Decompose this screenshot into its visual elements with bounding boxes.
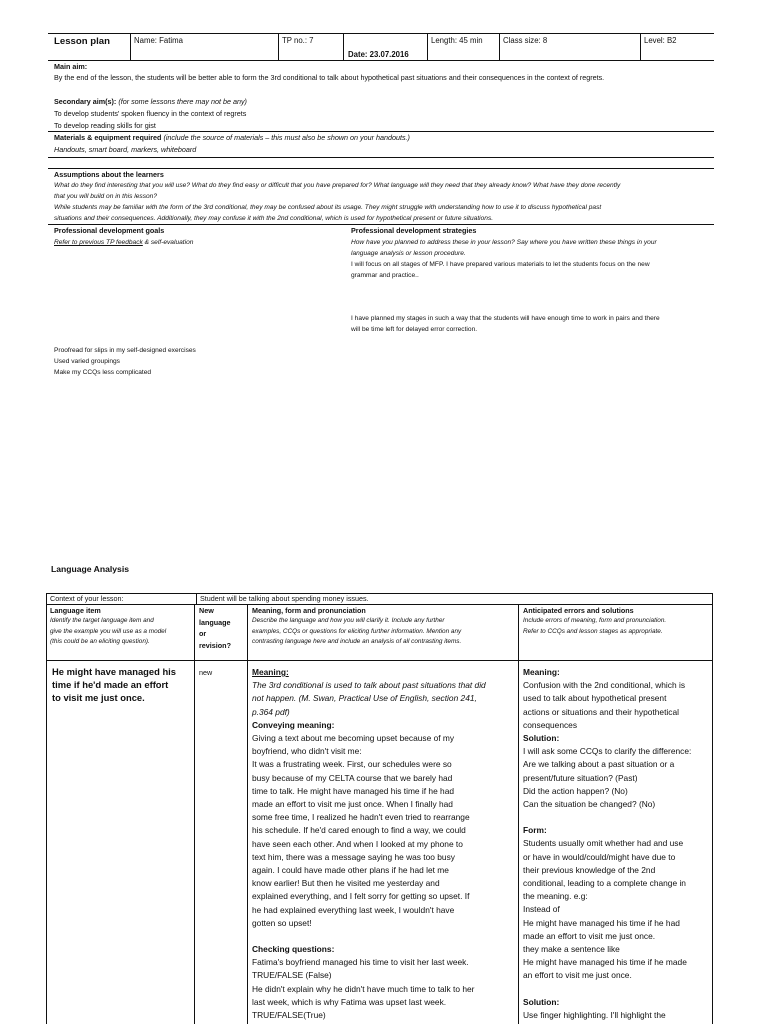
materials-text: Handouts, smart board, markers, whiteboard — [54, 145, 197, 154]
heading-line: language — [199, 617, 231, 627]
conveying-line: explained everything, and I felt sorry for getting so upset. If — [252, 891, 470, 902]
pd-strategies-line: I will focus on all stages of MFP. I have prepared various materials to let the students focus on the new — [351, 261, 650, 268]
heading-line: or — [199, 629, 207, 639]
errors-line: He might have managed his time if he had — [523, 917, 680, 928]
pd-strategies-line: I have planned my stages in such a way that the students will have enough time to work in pairs and there — [351, 315, 660, 322]
conveying-line: his schedule. If he'd cared enough to find a way, we could — [252, 825, 466, 836]
pd-strategies-heading: Professional development strategies — [351, 226, 477, 235]
rule — [343, 33, 344, 60]
conveying-line: time to talk. He might have managed his time if he had — [252, 785, 455, 796]
conveying-line: It was a frustrating week. First, our schedules were so — [252, 759, 452, 770]
rule — [518, 604, 519, 1024]
rule — [48, 60, 714, 61]
level-field: Level: B2 — [644, 36, 677, 45]
rule — [427, 33, 428, 60]
conveying-line: have seen each other. And when I looked at my phone to — [252, 838, 463, 849]
checking-line: last week, which is why Fatima was upset last week. — [252, 996, 447, 1007]
errors-line: made an effort to visit me just once. — [523, 930, 656, 941]
secondary-aim-item: To develop reading skills for gist — [54, 121, 156, 130]
errors-line: I will ask some CCQs to clarify the difference: — [523, 746, 692, 757]
pd-goal-item: Make my CCQs less complicated — [54, 369, 152, 376]
errors-solution-heading: Solution: — [523, 996, 560, 1007]
rule — [48, 33, 714, 34]
context-value: Student will be talking about spending money issues. — [200, 594, 369, 603]
errors-line: actions or situations and their hypothetical — [523, 706, 679, 717]
conveying-line: boyfriend, who didn't visit me: — [252, 746, 362, 757]
checking-line: TRUE/FALSE (False) — [252, 970, 332, 981]
materials-heading: Materials & equipment required — [54, 133, 162, 142]
materials-heading-row — [54, 132, 410, 143]
conveying-line: busy because of my CELTA course that we barely had — [252, 772, 453, 783]
errors-content — [523, 666, 709, 1022]
heading-line: revision? — [199, 640, 231, 650]
errors-solution-heading: Solution: — [523, 733, 560, 744]
errors-line: their previous knowledge of the 2nd — [523, 864, 656, 875]
context-label: Context of your lesson: — [50, 594, 124, 603]
mfp-content — [252, 666, 514, 1022]
rule — [48, 157, 714, 158]
new-or-revision-value: new — [199, 668, 213, 677]
errors-line: Use finger highlighting. I'll highlight the — [523, 1009, 666, 1020]
spacer — [523, 983, 709, 996]
example-line: time if he'd made an effort — [52, 679, 169, 690]
errors-note — [523, 616, 666, 637]
rule — [640, 33, 641, 60]
language-item-example — [52, 665, 176, 704]
class-size-field: Class size: 8 — [503, 36, 548, 45]
pd-goals-ref — [54, 237, 193, 248]
errors-line: they make a sentence like — [523, 944, 620, 955]
note-line: Refer to CCQs and lesson stages as appropriate. — [523, 627, 663, 635]
rule — [194, 604, 195, 1024]
assumptions-line: situations and their consequences. Additionally, they may confuse it with the 2nd conditional, which is used for hypothetical present or future situations. — [54, 215, 494, 222]
assumptions-line: that you will build on in this lesson? — [54, 193, 157, 200]
pd-strategies-line: language analysis or lesson procedure. — [351, 250, 466, 257]
note-line: Include errors of meaning, form and pronunciation. — [523, 617, 667, 624]
conveying-line: made an effort to visit me just once. When I finally had — [252, 799, 453, 810]
secondary-aim-heading-row — [54, 96, 247, 107]
pd-goal-item: Proofread for slips in my self-designed exercises — [54, 347, 196, 354]
errors-line: Confusion with the 2nd conditional, which is — [523, 680, 686, 691]
note-line: Identify the target language item and — [50, 617, 154, 624]
pd-goals-heading: Professional development goals — [54, 226, 165, 235]
rule — [196, 593, 197, 604]
pd-goal-item: Used varied groupings — [54, 358, 120, 365]
note-line: Describe the language and how you will clarify it. Include any further — [252, 617, 445, 624]
errors-line: or have in would/could/might have due to — [523, 851, 676, 862]
example-line: to visit me just once. — [52, 692, 145, 703]
conveying-line: again. I could have made other plans if he had let me — [252, 865, 449, 876]
rule — [247, 604, 248, 1024]
checking-questions-heading: Checking questions: — [252, 944, 335, 955]
errors-heading: Anticipated errors and solutions — [523, 606, 634, 615]
spacer — [252, 930, 514, 943]
errors-line: present/future situation? (Past) — [523, 772, 638, 783]
conveying-line: he had explained everything last week, I wouldn't have — [252, 904, 455, 915]
conveying-meaning-heading: Conveying meaning: — [252, 719, 335, 730]
assumptions-line: What do they find interesting that you will use? What do they find easy or difficult that you have prepared for? What language will they need that they already know? What have they done recently — [54, 182, 621, 189]
language-item-note — [50, 616, 166, 648]
lesson-plan-title: Lesson plan — [54, 36, 110, 47]
new-or-revision-heading — [199, 605, 231, 651]
assumptions-heading: Assumptions about the learners — [54, 170, 164, 179]
materials-note: (include the source of materials – this must also be shown on your handouts.) — [163, 133, 410, 142]
meaning-heading: Meaning: — [252, 667, 289, 677]
note-line: give the example you will use as a model — [50, 627, 167, 635]
tp-no-field: TP no.: 7 — [282, 36, 314, 45]
spacer — [523, 811, 709, 824]
errors-line: consequences — [523, 719, 578, 730]
errors-form-heading: Form: — [523, 825, 547, 836]
pd-goals-ref-suffix: & self-evaluation — [142, 239, 194, 246]
note-line: (this could be an eliciting question). — [50, 638, 150, 646]
note-line: contrasting language here and include an analysis of all contrasting items. — [252, 638, 462, 646]
name-field: Name: Fatima — [134, 36, 183, 45]
pd-strategies-line: grammar and practice.. — [351, 272, 419, 279]
checking-line: He didn't explain why he didn't have much time to talk to her — [252, 983, 475, 994]
checking-line: Fatima's boyfriend managed his time to visit her last week. — [252, 957, 469, 968]
errors-line: the meaning. e.g: — [523, 891, 588, 902]
conveying-line: text him, there was a message saying he was too busy — [252, 851, 455, 862]
conveying-line: some free time, I realized he hadn't even tried to rearrange — [252, 812, 470, 823]
language-analysis-title: Language Analysis — [51, 564, 130, 574]
errors-line: Students usually omit whether had and use — [523, 838, 684, 849]
example-line: He might have managed his — [52, 666, 176, 677]
rule — [46, 660, 712, 661]
secondary-aim-note: (for some lessons there may not be any) — [118, 97, 247, 106]
errors-line: Did the action happen? (No) — [523, 785, 628, 796]
heading-line: New — [199, 606, 214, 615]
assumptions-line: While students may be familiar with the form of the 3rd conditional, they may be confused about its usage. They might struggle with understanding how to use it to discuss hypothetical past — [54, 204, 602, 211]
errors-meaning-heading: Meaning: — [523, 667, 560, 677]
language-item-heading: Language item — [50, 606, 101, 615]
conveying-line: gotten so upset! — [252, 917, 312, 928]
checking-line: TRUE/FALSE(True) — [252, 1010, 326, 1021]
rule — [46, 593, 47, 1024]
meaning-line: The 3rd conditional is used to talk about past situations that did — [252, 680, 486, 691]
meaning-line: not happen. (M. Swan, Practical Use of English, section 241, — [252, 693, 477, 704]
date-field: Date: 23.07.2016 — [348, 50, 409, 59]
length-field: Length: 45 min — [431, 36, 483, 45]
pd-strategies-line: How have you planned to address these in your lesson? Say where you have written these things in your — [351, 239, 657, 246]
rule — [278, 33, 279, 60]
rule — [46, 593, 712, 594]
rule — [130, 33, 131, 60]
secondary-aim-item: To develop students' spoken fluency in the context of regrets — [54, 109, 247, 118]
meaning-line: p.364 pdf) — [252, 706, 290, 717]
conveying-line: know earlier! But then he visited me yesterday and — [252, 878, 440, 889]
errors-line: He might have managed his time if he made — [523, 957, 687, 968]
secondary-aim-heading: Secondary aim(s): — [54, 97, 117, 106]
errors-line: Instead of — [523, 904, 560, 915]
errors-line: Are we talking about a past situation or a — [523, 759, 675, 770]
errors-line: an effort to visit me just once. — [523, 970, 632, 981]
pd-strategies-line: will be time left for delayed error correction. — [351, 326, 478, 333]
main-aim-heading: Main aim: — [54, 62, 88, 71]
mfp-note — [252, 616, 461, 648]
errors-line: used to talk about hypothetical present — [523, 693, 667, 704]
rule — [712, 593, 713, 1024]
mfp-heading: Meaning, form and pronunciation — [252, 606, 366, 615]
errors-line: conditional, leading to a complete change in — [523, 878, 686, 889]
main-aim-text: By the end of the lesson, the students will be better able to form the 3rd conditional to talk about hypothetical past situations and their consequences in the context of regrets. — [54, 73, 605, 82]
rule — [499, 33, 500, 60]
previous-feedback-link[interactable]: Refer to previous TP feedback — [54, 239, 143, 246]
errors-line: Can the situation be changed? (No) — [523, 799, 656, 810]
conveying-line: Giving a text about me becoming upset because of my — [252, 733, 455, 744]
note-line: examples, CCQs or questions for eliciting further information. Mention any — [252, 627, 462, 635]
